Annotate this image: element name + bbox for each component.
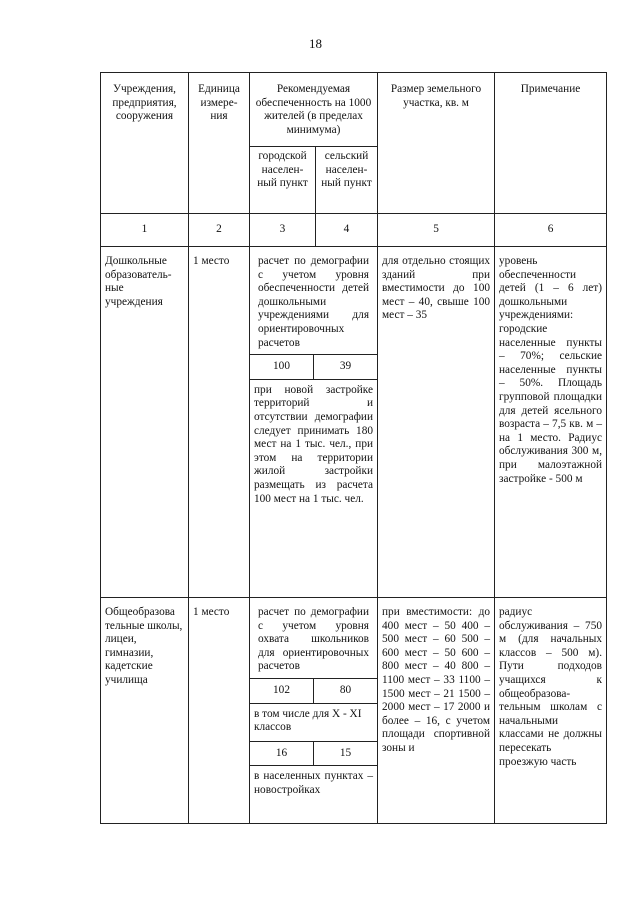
header-city: городской населен-ный пункт xyxy=(250,147,316,214)
rec-value-rural: 80 xyxy=(314,678,378,702)
rec-text-2: в том числе для X - XI классов xyxy=(250,703,377,737)
rec-values-1 xyxy=(250,678,377,703)
header-recommended: Рекомендуемая обеспеченность на 1000 жителей (в пределах минимума) xyxy=(250,73,378,147)
row-unit: 1 место xyxy=(189,247,250,598)
row-land-size: для отдельно стоящих зданий при вместимости до 100 мест – 40, свыше 100 мест – 35 xyxy=(378,247,495,598)
col-number-4: 4 xyxy=(316,214,378,247)
header-land-size: Размер земельного участка, кв. м xyxy=(378,73,495,214)
row-recommended xyxy=(250,598,378,824)
rec-value-city: 16 xyxy=(275,746,288,759)
table-row xyxy=(101,247,607,598)
header-institutions: Учреждения, предприятия, сооружения xyxy=(101,73,189,214)
col-number-1: 1 xyxy=(101,214,189,247)
standards-table xyxy=(100,72,607,824)
row-name: Дошкольные образователь-ные учреждения xyxy=(101,247,189,598)
header-unit: Единица измере-ния xyxy=(189,73,250,214)
col-number-3: 3 xyxy=(250,214,316,247)
row-note: уровень обеспеченности детей (1 – 6 лет) дошкольными учреждениями: городские населенные пункты – 70%; сельские населенные пункты – 50%. Площадь групповой площадки для детей ясельного возраста – 7,5 кв. м – на 1 место. Радиус обслуживания 300 м, при малоэтажной застройке - 500 м xyxy=(495,247,607,598)
col-number-6: 6 xyxy=(495,214,607,247)
table-row xyxy=(101,598,607,824)
column-numbers-row xyxy=(101,214,607,247)
col-number-5: 5 xyxy=(378,214,495,247)
rec-value-rural: 15 xyxy=(314,741,378,765)
rec-values-1 xyxy=(250,354,377,379)
rec-text-1: расчет по демографии с учетом уровня обеспеченности детей дошкольными учреждениями для ориентировочных расчетов xyxy=(258,255,370,349)
page-number: 18 xyxy=(309,36,322,51)
rec-text-1: расчет по демографии с учетом уровня охвата школьников для ориентировочных расчетов xyxy=(258,606,370,673)
row-land-size: при вместимости: до 400 мест – 50 400 – 500 мест – 60 500 – 600 мест – 50 600 – 800 мест – 40 800 – 1100 мест – 33 1100 – 1500 мест – 21 1500 – 2000 мест – 17 2000 и более – 16, с учетом площади спортивной зоны и xyxy=(378,598,495,824)
rec-value-rural: 39 xyxy=(314,355,378,379)
header-note: Примечание xyxy=(495,73,607,214)
row-note: радиус обслуживания – 750 м (для начальных классов – 500 м). Пути подходов учащихся к общеобразова-тельным школам с начальными классами не должны пересекать проезжую часть xyxy=(495,598,607,824)
header-rural: сельский населен-ный пункт xyxy=(316,147,378,214)
rec-values-2 xyxy=(250,741,377,766)
row-name: Общеобразова тельные школы, лицеи, гимназии, кадетские училища xyxy=(101,598,189,824)
col-number-2: 2 xyxy=(189,214,250,247)
row-recommended xyxy=(250,247,378,598)
rec-value-city: 102 xyxy=(273,683,290,696)
row-unit: 1 место xyxy=(189,598,250,824)
rec-text-2: при новой застройке территорий и отсутствии демографии следует принимать 180 мест на 1 тыс. чел., при этом на территории жилой застройки размещать из расчета 100 мест на 1 тыс. чел. xyxy=(250,379,377,508)
header-row xyxy=(101,73,607,147)
rec-value-city: 100 xyxy=(273,360,290,373)
rec-text-3: в населенных пунктах – новостройках xyxy=(250,765,377,799)
